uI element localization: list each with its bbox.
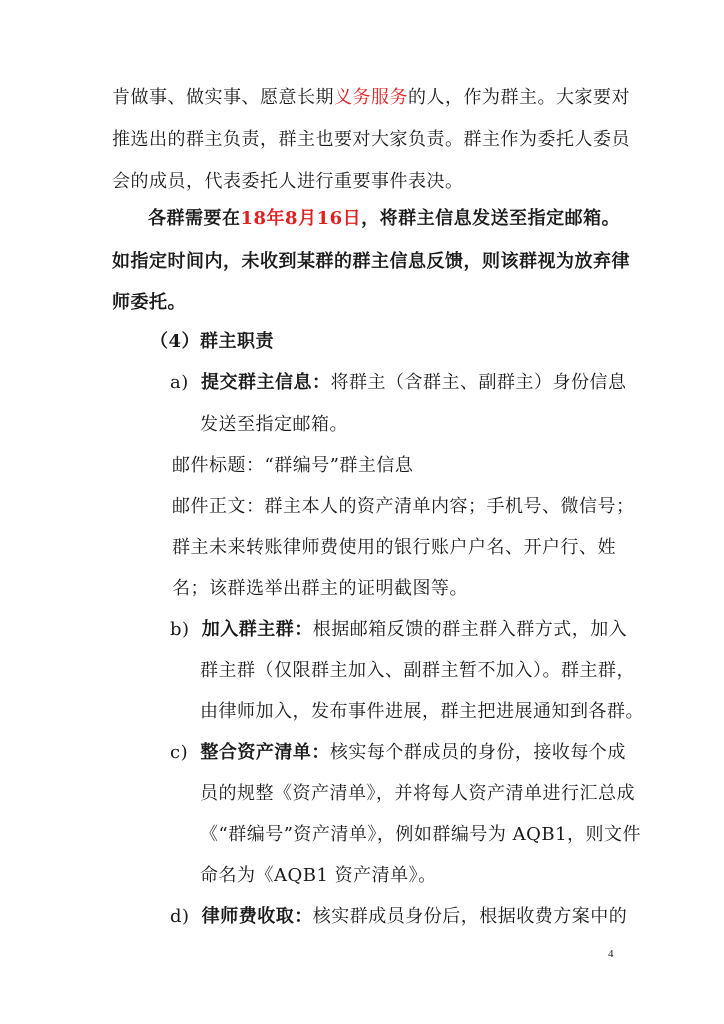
highlight-date: 18年8月16日 — [240, 208, 362, 229]
item-title: 律师费收取： — [201, 906, 313, 927]
paragraph-line: 员的规整《资产清单》，并将每人资产清单进行汇总成 — [200, 783, 635, 804]
highlight-text: 义务服务 — [334, 87, 408, 108]
list-marker: b) — [170, 619, 190, 640]
paragraph-line: 发送至指定邮箱。 — [200, 414, 348, 435]
mail-body-line: 名；该群选举出群主的证明截图等。 — [172, 578, 468, 599]
paragraph-line: 推选出的群主负责，群主也要对大家负责。群主作为委托人委员 — [112, 129, 630, 150]
paragraph-line: 命名为《AQB1 资产清单》。 — [200, 865, 437, 886]
paragraph-line: 由律师加入，发布事件进展，群主把进展通知到各群。 — [200, 701, 644, 722]
paragraph-line: 群主群（仅限群主加入、副群主暂不加入）。群主群， — [200, 660, 635, 681]
text: 核实每个群成员的身份，接收每个成 — [329, 742, 626, 763]
text: 根据邮箱反馈的群主群入群方式，加入 — [312, 619, 628, 640]
item-title: 加入群主群： — [201, 619, 313, 640]
text: ，将群主信息发送至指定邮箱。 — [361, 208, 621, 229]
paragraph-line: 如指定时间内，未收到某群的群主信息反馈，则该群视为放弃律 — [112, 251, 630, 272]
item-title: 整合资产清单： — [200, 742, 330, 763]
list-item-b — [170, 618, 627, 642]
paragraph-line — [148, 207, 620, 231]
mail-body-line: 群主未来转账律师费使用的银行账户户名、开户行、姓 — [172, 537, 616, 558]
paragraph-line: 师委托。 — [112, 292, 186, 313]
text: 核实群成员身份后，根据收费方案中的 — [312, 906, 628, 927]
text: 各群需要在 — [148, 208, 241, 229]
list-marker: a) — [170, 372, 189, 393]
paragraph-line — [112, 86, 630, 110]
item-title: 提交群主信息： — [201, 372, 331, 393]
list-item-d — [170, 905, 627, 929]
text: 将群主（含群主、副群主）身份信息 — [330, 372, 627, 393]
paragraph-line: 会的成员，代表委托人进行重要事件表决。 — [112, 171, 464, 192]
list-item-a — [170, 371, 627, 395]
text: 的人，作为群主。大家要对 — [408, 87, 630, 108]
list-item-c — [170, 741, 626, 765]
text: 肯做事、做实事、愿意长期 — [112, 87, 334, 108]
paragraph-line: 《“群编号”资产清单》，例如群编号为 AQB1，则文件 — [200, 824, 642, 845]
mail-subject: 邮件标题：“群编号”群主信息 — [172, 455, 414, 476]
section-heading: （4）群主职责 — [150, 331, 275, 352]
page-number: 4 — [608, 948, 614, 960]
list-marker: d) — [170, 906, 190, 927]
list-marker: c) — [170, 742, 189, 763]
mail-body-line: 邮件正文：群主本人的资产清单内容；手机号、微信号； — [172, 496, 635, 517]
